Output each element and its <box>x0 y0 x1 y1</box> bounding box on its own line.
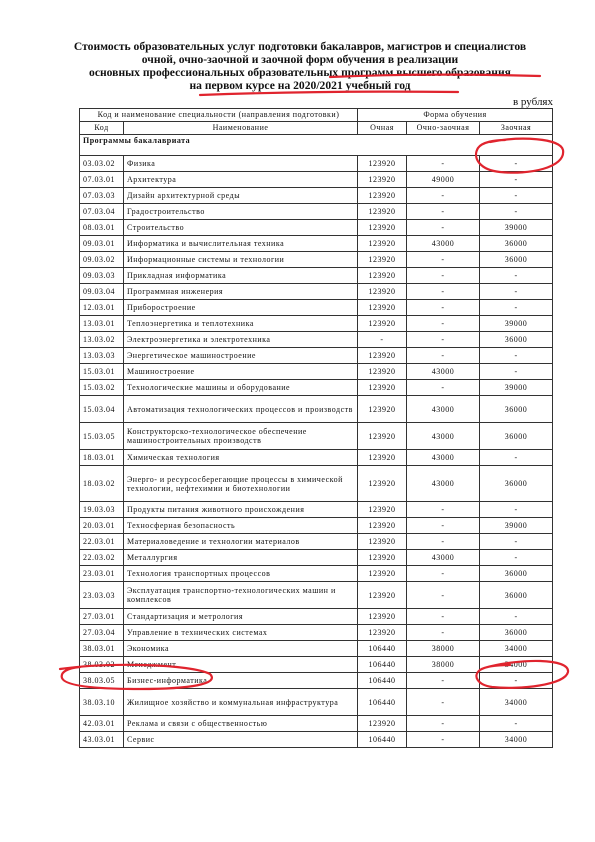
cell-extramural: - <box>480 204 553 220</box>
table-row <box>80 732 553 748</box>
table-row <box>80 364 553 380</box>
cell-extramural: 39000 <box>480 380 553 396</box>
cell-full-time: 106440 <box>358 689 407 716</box>
cell-extramural: 34000 <box>480 689 553 716</box>
cell-code: 38.03.10 <box>80 689 124 716</box>
cell-full-time: 123920 <box>358 188 407 204</box>
cell-full-time: 123920 <box>358 300 407 316</box>
cell-part-time: 43000 <box>407 236 480 252</box>
cell-name: Технология транспортных процессов <box>124 566 358 582</box>
cell-name: Приборостроение <box>124 300 358 316</box>
cell-name: Стандартизация и метрология <box>124 609 358 625</box>
cell-name: Управление в технических системах <box>124 625 358 641</box>
cell-part-time: - <box>407 582 480 609</box>
cell-extramural: - <box>480 348 553 364</box>
title-line-4: на первом курсе на 2020/2021 учебный год <box>189 79 411 92</box>
cell-name: Продукты питания животного происхождения <box>124 502 358 518</box>
table-row <box>80 550 553 566</box>
cell-full-time: 106440 <box>358 732 407 748</box>
cell-full-time: 123920 <box>358 316 407 332</box>
table-row <box>80 252 553 268</box>
cell-part-time: 43000 <box>407 364 480 380</box>
cell-extramural: - <box>480 156 553 172</box>
table-row <box>80 172 553 188</box>
cell-full-time: 123920 <box>358 518 407 534</box>
table-row <box>80 380 553 396</box>
cell-part-time: 43000 <box>407 550 480 566</box>
cell-code: 18.03.02 <box>80 466 124 502</box>
cell-extramural: 36000 <box>480 332 553 348</box>
section-title: Программы бакалавриата <box>80 135 553 156</box>
cell-full-time: 123920 <box>358 502 407 518</box>
cell-part-time: - <box>407 518 480 534</box>
cell-part-time: 43000 <box>407 450 480 466</box>
cell-extramural: - <box>480 300 553 316</box>
header-form-group: Форма обучения <box>358 109 553 122</box>
cell-part-time: - <box>407 380 480 396</box>
cell-part-time: - <box>407 316 480 332</box>
cell-code: 15.03.05 <box>80 423 124 450</box>
cell-name: Техносферная безопасность <box>124 518 358 534</box>
cell-part-time: - <box>407 566 480 582</box>
cell-part-time: - <box>407 252 480 268</box>
cell-part-time: 38000 <box>407 657 480 673</box>
cell-full-time: 106440 <box>358 657 407 673</box>
cell-code: 19.03.03 <box>80 502 124 518</box>
cell-extramural: - <box>480 172 553 188</box>
cell-code: 38.03.05 <box>80 673 124 689</box>
cell-extramural: 39000 <box>480 220 553 236</box>
cell-name: Архитектура <box>124 172 358 188</box>
cell-code: 09.03.03 <box>80 268 124 284</box>
cell-name: Градостроительство <box>124 204 358 220</box>
cell-name: Материаловедение и технологии материалов <box>124 534 358 550</box>
cell-extramural: 36000 <box>480 252 553 268</box>
cell-extramural: 34000 <box>480 641 553 657</box>
cell-full-time: 123920 <box>358 534 407 550</box>
cell-name: Бизнес-информатика <box>124 673 358 689</box>
table-row <box>80 716 553 732</box>
cell-extramural: - <box>480 268 553 284</box>
cell-part-time: - <box>407 188 480 204</box>
cell-part-time: - <box>407 268 480 284</box>
cell-name: Машиностроение <box>124 364 358 380</box>
cell-full-time: 123920 <box>358 609 407 625</box>
cell-name: Строительство <box>124 220 358 236</box>
table-row <box>80 300 553 316</box>
table-row <box>80 268 553 284</box>
underline-title-year <box>200 92 458 95</box>
cell-part-time: - <box>407 332 480 348</box>
document-title <box>60 40 540 92</box>
table-row <box>80 348 553 364</box>
cell-part-time: - <box>407 300 480 316</box>
cell-part-time: - <box>407 673 480 689</box>
title-line-2: очной, очно-заочной и заочной форм обучения в реализации <box>141 53 459 66</box>
cell-extramural: 39000 <box>480 518 553 534</box>
units-label: в рублях <box>512 96 553 108</box>
cell-full-time: 123920 <box>358 625 407 641</box>
table-row <box>80 450 553 466</box>
cell-name: Эксплуатация транспортно-технологических машин и комплексов <box>124 582 358 609</box>
header-name: Наименование <box>124 122 358 135</box>
cell-extramural: 36000 <box>480 236 553 252</box>
table-row <box>80 534 553 550</box>
cell-code: 09.03.01 <box>80 236 124 252</box>
table-row <box>80 641 553 657</box>
cell-part-time: 43000 <box>407 423 480 450</box>
cell-full-time: 123920 <box>358 220 407 236</box>
cell-name: Экономика <box>124 641 358 657</box>
cell-extramural: 36000 <box>480 566 553 582</box>
table-row <box>80 518 553 534</box>
cell-part-time: - <box>407 284 480 300</box>
cell-extramural: - <box>480 188 553 204</box>
cell-name: Автоматизация технологических процессов и производств <box>124 396 358 423</box>
cell-full-time: 123920 <box>358 450 407 466</box>
cell-name: Технологические машины и оборудование <box>124 380 358 396</box>
cell-full-time: 123920 <box>358 582 407 609</box>
cell-part-time: - <box>407 220 480 236</box>
table-row <box>80 582 553 609</box>
cell-code: 12.03.01 <box>80 300 124 316</box>
cell-code: 20.03.01 <box>80 518 124 534</box>
cell-name: Прикладная информатика <box>124 268 358 284</box>
cell-extramural: 39000 <box>480 316 553 332</box>
cell-name: Физика <box>124 156 358 172</box>
table-row <box>80 466 553 502</box>
cell-name: Электроэнергетика и электротехника <box>124 332 358 348</box>
table-row <box>80 316 553 332</box>
cell-extramural: 34000 <box>480 732 553 748</box>
cell-full-time: 123920 <box>358 550 407 566</box>
cell-full-time: 123920 <box>358 236 407 252</box>
cell-part-time: 38000 <box>407 641 480 657</box>
table-row <box>80 332 553 348</box>
cell-name: Металлургия <box>124 550 358 566</box>
cell-code: 22.03.02 <box>80 550 124 566</box>
cell-part-time: - <box>407 625 480 641</box>
cell-full-time: 123920 <box>358 380 407 396</box>
cell-code: 13.03.02 <box>80 332 124 348</box>
cell-extramural: 36000 <box>480 396 553 423</box>
table-row <box>80 673 553 689</box>
cell-part-time: 43000 <box>407 396 480 423</box>
table-row <box>80 284 553 300</box>
cell-code: 42.03.01 <box>80 716 124 732</box>
cell-full-time: 123920 <box>358 466 407 502</box>
header-code-name-group: Код и наименование специальности (направления подготовки) <box>80 109 358 122</box>
cell-code: 22.03.01 <box>80 534 124 550</box>
cell-extramural: 36000 <box>480 582 553 609</box>
cell-full-time: 123920 <box>358 204 407 220</box>
title-line-1: Стоимость образовательных услуг подготовки бакалавров, магистров и специалистов <box>73 40 527 53</box>
table-row <box>80 657 553 673</box>
table-row <box>80 396 553 423</box>
cell-full-time: 123920 <box>358 716 407 732</box>
header-part-time: Очно-заочная <box>407 122 480 135</box>
cell-extramural: - <box>480 364 553 380</box>
cell-code: 07.03.04 <box>80 204 124 220</box>
cell-extramural: - <box>480 502 553 518</box>
table-row <box>80 689 553 716</box>
table-row <box>80 220 553 236</box>
cell-full-time: 106440 <box>358 673 407 689</box>
cell-extramural: - <box>480 284 553 300</box>
cell-full-time: 123920 <box>358 348 407 364</box>
table-row <box>80 204 553 220</box>
cell-code: 27.03.01 <box>80 609 124 625</box>
cell-extramural: 36000 <box>480 466 553 502</box>
cell-part-time: 49000 <box>407 172 480 188</box>
cell-code: 03.03.02 <box>80 156 124 172</box>
cell-full-time: 123920 <box>358 284 407 300</box>
cell-name: Жилищное хозяйство и коммунальная инфраструктура <box>124 689 358 716</box>
cell-full-time: - <box>358 332 407 348</box>
cell-name: Энерго- и ресурсосберегающие процессы в химической технологии, нефтехимии и биотехнологии <box>124 466 358 502</box>
cell-name: Дизайн архитектурной среды <box>124 188 358 204</box>
title-line-3: основных профессиональных образовательных программ высшего образования <box>89 66 511 79</box>
cell-name: Реклама и связи с общественностью <box>124 716 358 732</box>
cell-code: 43.03.01 <box>80 732 124 748</box>
tuition-table <box>79 108 553 748</box>
cell-full-time: 123920 <box>358 156 407 172</box>
cell-full-time: 123920 <box>358 364 407 380</box>
cell-name: Сервис <box>124 732 358 748</box>
cell-full-time: 123920 <box>358 423 407 450</box>
cell-name: Менеджмент <box>124 657 358 673</box>
cell-code: 08.03.01 <box>80 220 124 236</box>
cell-extramural: - <box>480 550 553 566</box>
cell-code: 38.03.01 <box>80 641 124 657</box>
table-row <box>80 502 553 518</box>
cell-code: 13.03.01 <box>80 316 124 332</box>
cell-extramural: - <box>480 673 553 689</box>
cell-code: 09.03.04 <box>80 284 124 300</box>
cell-full-time: 123920 <box>358 252 407 268</box>
cell-code: 38.03.02 <box>80 657 124 673</box>
cell-code: 15.03.02 <box>80 380 124 396</box>
cell-name: Конструкторско-технологическое обеспечение машиностроительных производств <box>124 423 358 450</box>
header-full-time: Очная <box>358 122 407 135</box>
table-row <box>80 188 553 204</box>
table-row <box>80 566 553 582</box>
cell-full-time: 106440 <box>358 641 407 657</box>
table-row <box>80 156 553 172</box>
table-row <box>80 236 553 252</box>
table-row <box>80 609 553 625</box>
cell-full-time: 123920 <box>358 172 407 188</box>
cell-code: 23.03.03 <box>80 582 124 609</box>
cell-full-time: 123920 <box>358 268 407 284</box>
cell-code: 18.03.01 <box>80 450 124 466</box>
header-extramural: Заочная <box>480 122 553 135</box>
cell-code: 15.03.01 <box>80 364 124 380</box>
cell-part-time: - <box>407 502 480 518</box>
cell-code: 13.03.03 <box>80 348 124 364</box>
cell-name: Теплоэнергетика и теплотехника <box>124 316 358 332</box>
cell-part-time: - <box>407 716 480 732</box>
cell-part-time: - <box>407 156 480 172</box>
cell-full-time: 123920 <box>358 566 407 582</box>
cell-code: 23.03.01 <box>80 566 124 582</box>
table-row <box>80 423 553 450</box>
cell-code: 07.03.03 <box>80 188 124 204</box>
cell-part-time: - <box>407 204 480 220</box>
cell-part-time: - <box>407 609 480 625</box>
cell-extramural: 36000 <box>480 625 553 641</box>
cell-name: Информатика и вычислительная техника <box>124 236 358 252</box>
table-row <box>80 625 553 641</box>
cell-extramural: - <box>480 609 553 625</box>
cell-name: Энергетическое машиностроение <box>124 348 358 364</box>
cell-code: 27.03.04 <box>80 625 124 641</box>
cell-extramural: 36000 <box>480 423 553 450</box>
cell-extramural: - <box>480 534 553 550</box>
cell-code: 15.03.04 <box>80 396 124 423</box>
cell-extramural: - <box>480 716 553 732</box>
cell-name: Химическая технология <box>124 450 358 466</box>
cell-extramural: 34000 <box>480 657 553 673</box>
cell-extramural: - <box>480 450 553 466</box>
cell-code: 09.03.02 <box>80 252 124 268</box>
cell-part-time: - <box>407 534 480 550</box>
cell-code: 07.03.01 <box>80 172 124 188</box>
cell-part-time: - <box>407 689 480 716</box>
cell-part-time: - <box>407 348 480 364</box>
cell-part-time: - <box>407 732 480 748</box>
cell-part-time: 43000 <box>407 466 480 502</box>
cell-name: Программная инженерия <box>124 284 358 300</box>
cell-full-time: 123920 <box>358 396 407 423</box>
header-code: Код <box>80 122 124 135</box>
cell-name: Информационные системы и технологии <box>124 252 358 268</box>
